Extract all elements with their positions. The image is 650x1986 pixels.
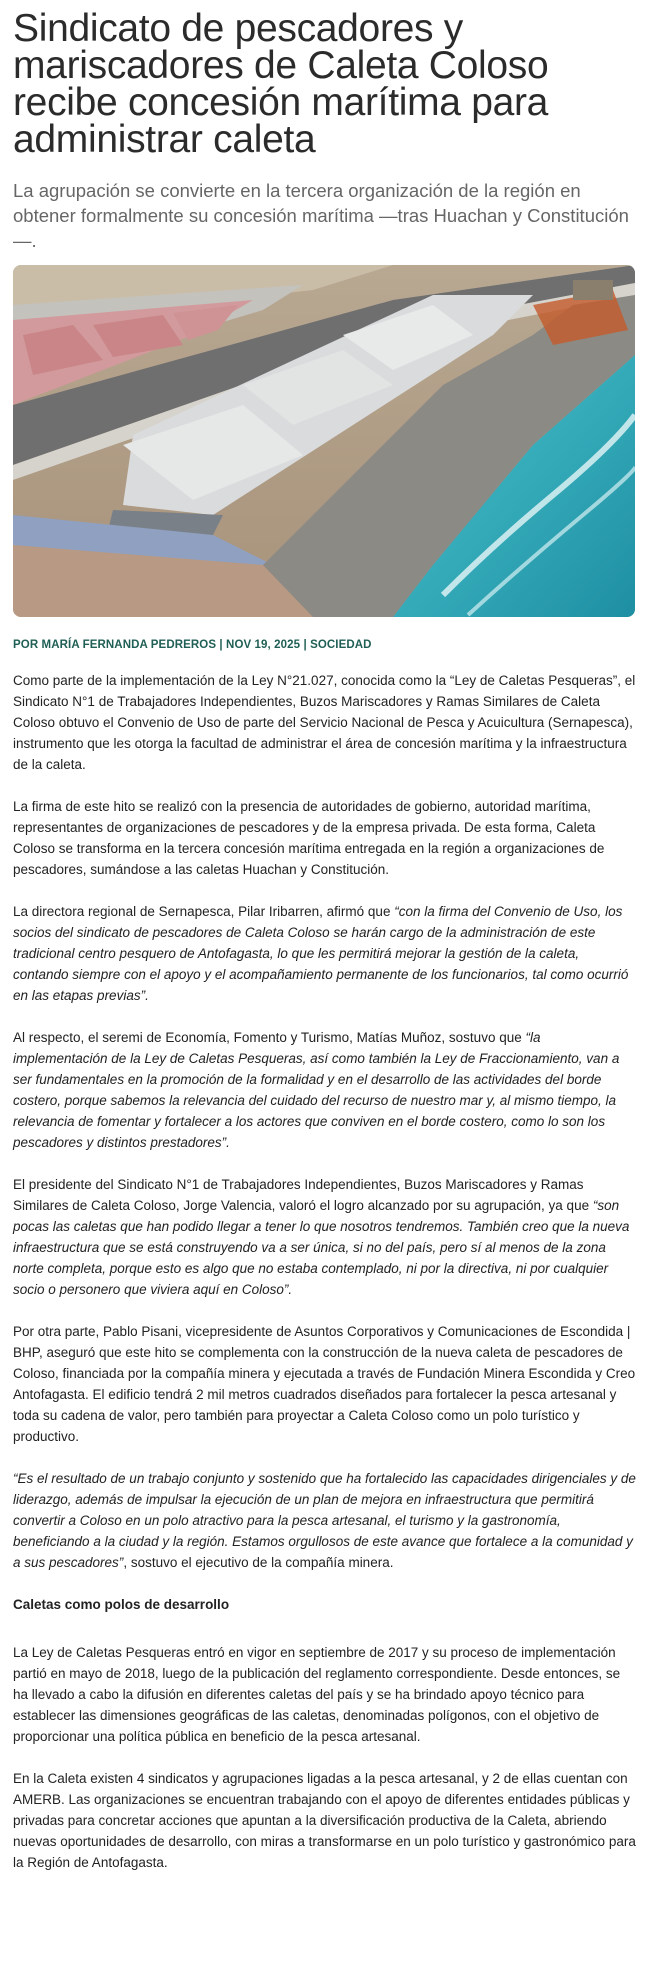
paragraph: Como parte de la implementación de la Ley N°21.027, conocida como la “Ley de Caletas Pesqueras”, el Sindicato N°1 de Trabajadores Independientes, Buzos Mariscadores y Ramas Similares de Caleta Coloso obtuvo el Convenio de Uso de parte del Servicio Nacional de Pesca y Acuicultura (Sernapesca), instrumento que les otorga la facultad de administrar el área de concesión marítima y la infraestructura de la caleta. xyxy=(13,673,636,772)
paragraph: En la Caleta existen 4 sindicatos y agrupaciones ligadas a la pesca artesanal, y 2 de ellas cuentan con AMERB. Las organizaciones se encuentran trabajando con el apoyo de diferentes entidades públicas y privadas para concretar acciones que apuntan a la diversificación productiva de la Caleta, abriendo nuevas oportunidades de desarrollo, con miras a transformarse en un polo turístico y gastronómico para la Región de Antofagasta. xyxy=(13,1771,636,1870)
article-title: Sindicato de pescadores y mariscadores de Caleta Coloso recibe concesión marítima para administrar caleta xyxy=(13,7,549,161)
article xyxy=(0,7,650,1873)
publish-date: NOV 19, 2025 xyxy=(226,639,301,651)
author-link[interactable]: MARÍA FERNANDA PEDREROS xyxy=(41,639,217,651)
paragraph-text: , sostuvo el ejecutivo de la compañía minera. xyxy=(123,1555,394,1570)
paragraph: La firma de este hito se realizó con la presencia de autoridades de gobierno, autoridad marítima, representantes de organizaciones de pescadores y de la empresa privada. De esta forma, Caleta Coloso se transforma en la tercera concesión marítima entregada en la región a organizaciones de pescadores, sumándose a las caletas Huachan y Constitución. xyxy=(13,799,605,877)
byline-separator: | xyxy=(303,639,307,651)
quote: “la implementación de la Ley de Caletas Pesqueras, así como también la Ley de Fraccionamiento, van a ser fundamentales en la promoción de la formalidad y en el desarrollo de las actividades del borde costero, porque sabemos la relevancia del cuidado del recurso de nuestro mar y, al mismo tiempo, la relevancia de fomentar y fortalecer a los actores que conviven en el borde costero, como lo son los pescadores y distintos prestadores”. xyxy=(13,1030,620,1150)
paragraph xyxy=(13,901,637,1006)
article-body xyxy=(13,670,637,1873)
section-link[interactable]: SOCIEDAD xyxy=(310,639,372,651)
quote: “con la firma del Convenio de Uso, los socios del sindicato de pescadores de Caleta Coloso se harán cargo de la administración de este tradicional centro pesquero de Antofagasta, lo que les permitirá mejorar la gestión de la caleta, contando siempre con el apoyo y el acompañamiento permanente de los funcionarios, tal como ocurrió en las etapas previas”. xyxy=(13,904,629,1003)
section-heading: Caletas como polos de desarrollo xyxy=(13,1597,230,1612)
quote: “Es el resultado de un trabajo conjunto y sostenido que ha fortalecido las capacidades dirigenciales y de liderazgo, además de impulsar la ejecución de un plan de mejora en infraestructura que permitirá convertir a Coloso en un polo atractivo para la pesca artesanal, el turismo y la gastronomía, beneficiando a la ciudad y la región. Estamos orgullosos de este avance que fortalece a la comunidad y a sus pescadores” xyxy=(13,1471,636,1570)
paragraph xyxy=(13,1027,637,1153)
paragraph-text: El presidente del Sindicato N°1 de Trabajadores Independientes, Buzos Mariscadores y Ramas Similares de Caleta Coloso, Jorge Valencia, valoró el logro alcanzado por su agrupación, ya que xyxy=(13,1177,593,1213)
paragraph-text: La directora regional de Sernapesca, Pilar Iribarren, afirmó que xyxy=(13,904,395,919)
paragraph: La Ley de Caletas Pesqueras entró en vigor en septiembre de 2017 y su proceso de implementación partió en mayo de 2018, luego de la publicación del reglamento correspondiente. Desde entonces, se ha llevado a cabo la difusión en diferentes caletas del país y se ha brindado apoyo técnico para establecer las dimensiones geográficas de las caletas, denominadas polígonos, con el objetivo de proporcionar una política pública en beneficio de la pesca artesanal. xyxy=(13,1645,621,1744)
paragraph: Por otra parte, Pablo Pisani, vicepresidente de Asuntos Corporativos y Comunicaciones de Escondida | BHP, aseguró que este hito se complementa con la construcción de la nueva caleta de pescadores de Coloso, financiada por la compañía minera y ejecutada a través de Fundación Minera Escondida y Creo Antofagasta. El edificio tendrá 2 mil metros cuadrados diseñados para fortalecer la pesca artesanal y toda su cadena de valor, pero también para proyectar a Caleta Coloso como un polo turístico y productivo. xyxy=(13,1324,636,1444)
article-subtitle: La agrupación se convierte en la tercera organización de la región en obtener formalmente su concesión marítima —tras Huachan y Constitución—. xyxy=(13,180,629,251)
quote: “son pocas las caletas que han podido llegar a tener lo que nosotros tendremos. También creo que la nueva infraestructura que se está construyendo va a ser única, si no del país, pero sí al menos de la zona norte completa, porque esto es algo que no estaba contemplado, ni por la directiva, ni por cualquier socio o personero que viviera aquí en Coloso”. xyxy=(13,1198,630,1297)
paragraph xyxy=(13,1468,637,1573)
byline-prefix: POR xyxy=(13,639,39,651)
hero-photo xyxy=(13,265,635,617)
byline-separator: | xyxy=(219,639,223,651)
paragraph-text: Al respecto, el seremi de Economía, Fomento y Turismo, Matías Muñoz, sostuvo que xyxy=(13,1030,526,1045)
byline xyxy=(13,639,637,651)
paragraph xyxy=(13,1174,637,1300)
